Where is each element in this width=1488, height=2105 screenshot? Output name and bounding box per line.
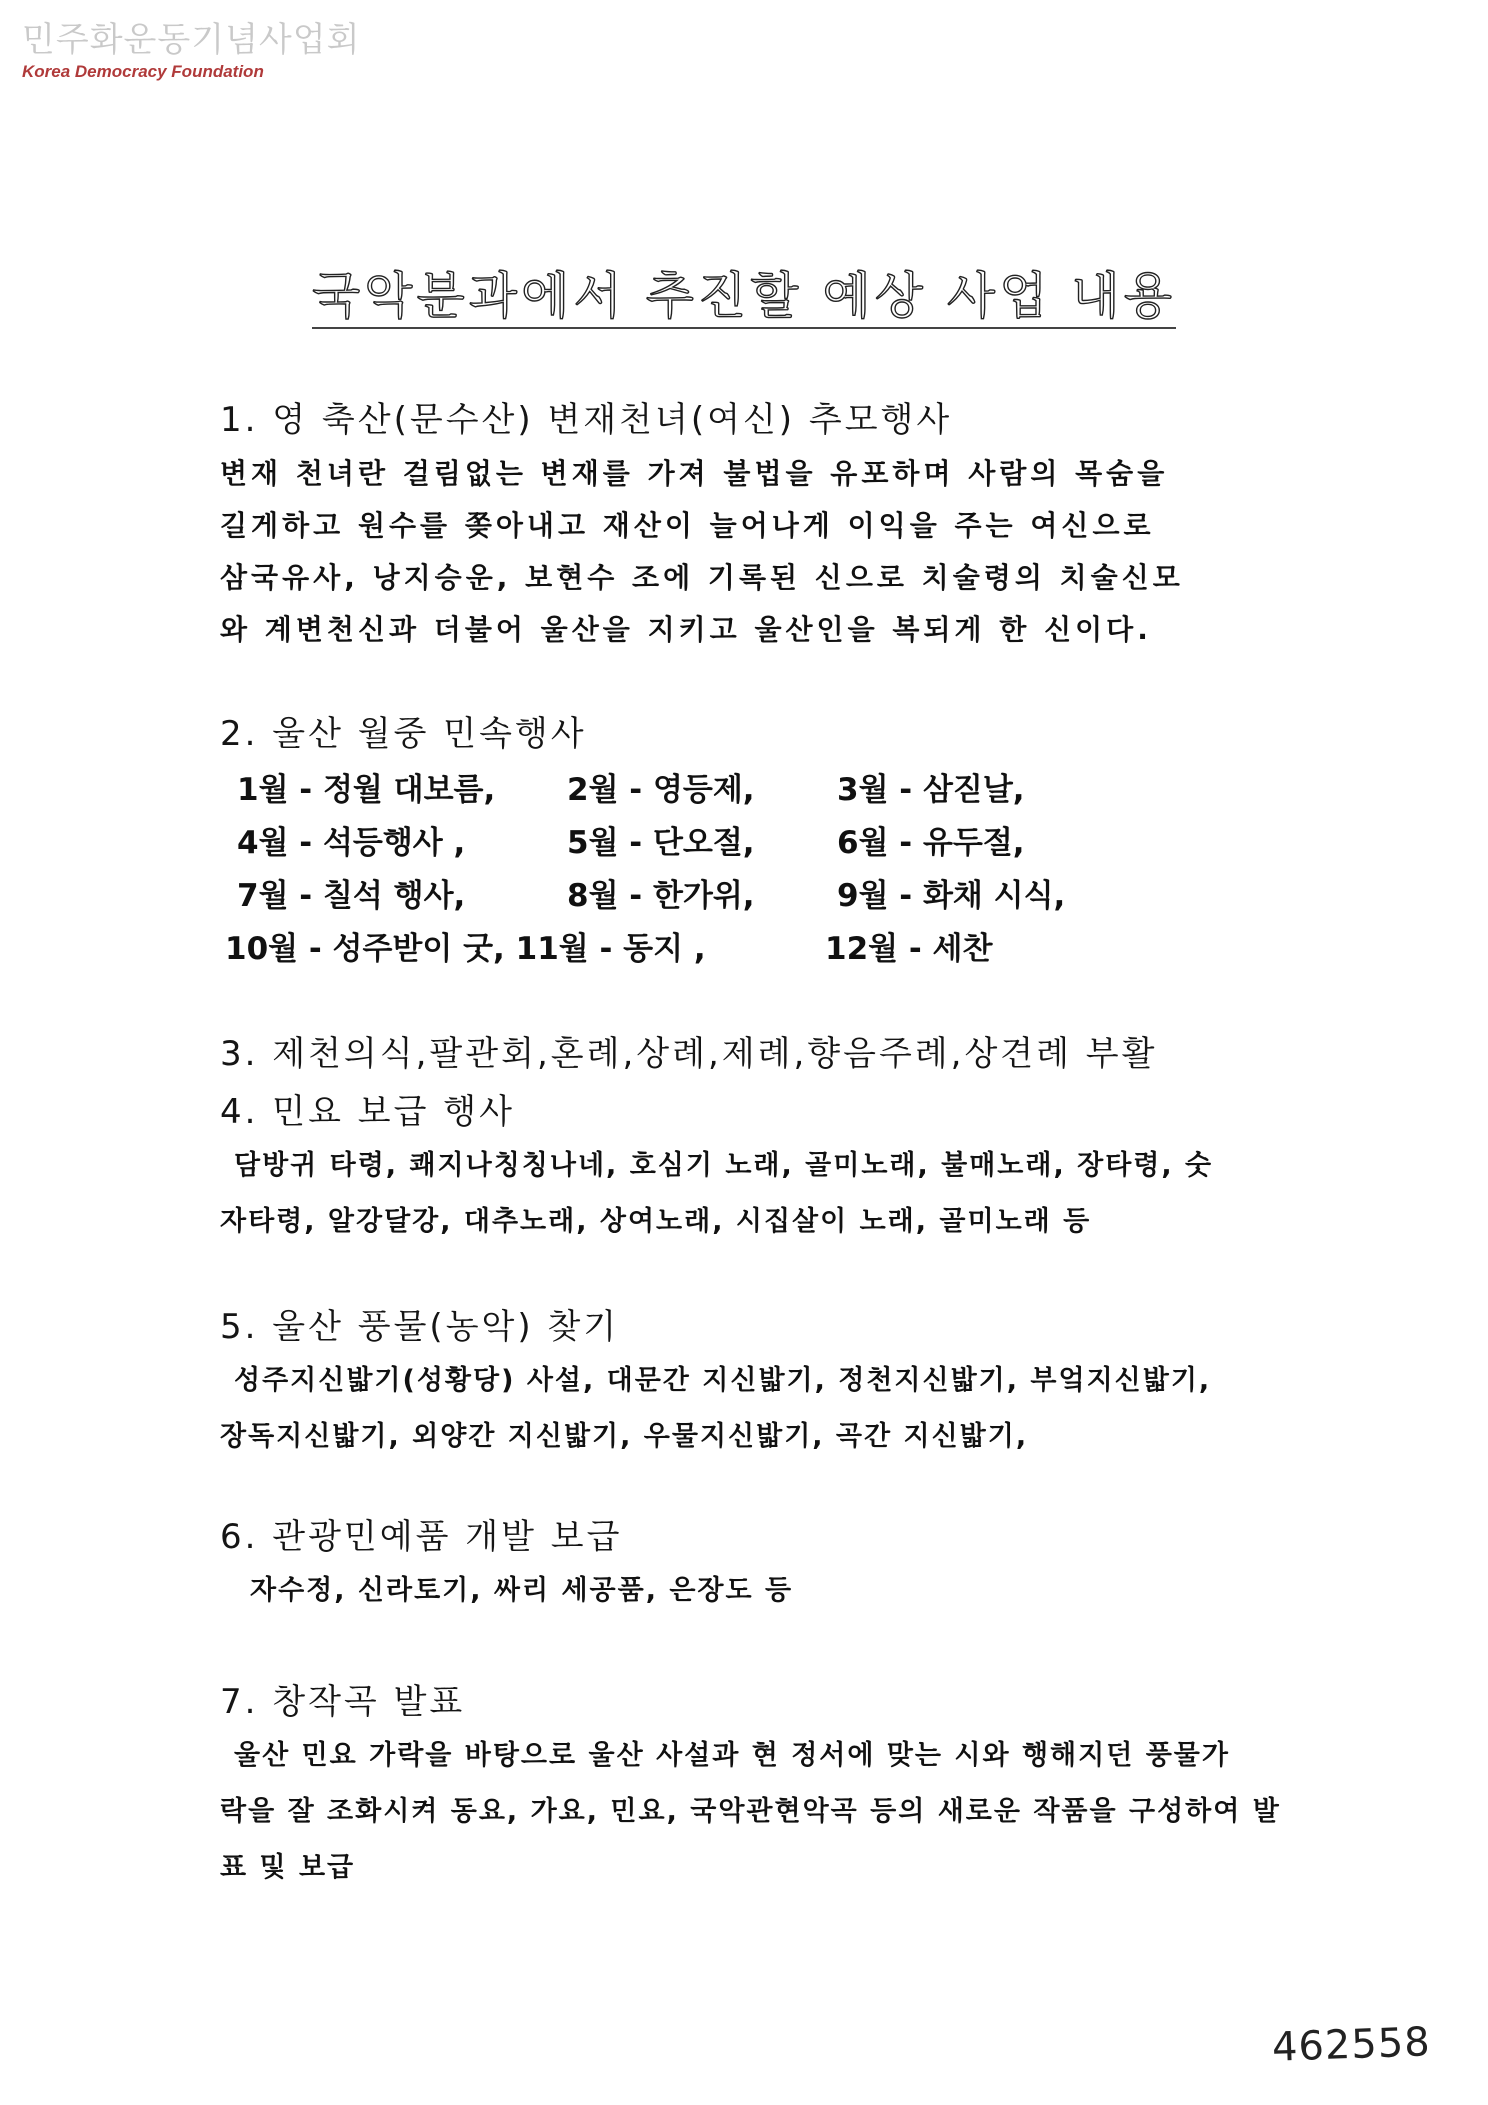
section-line: 자타령, 알강달강, 대추노래, 상여노래, 시집살이 노래, 골미노래 등: [220, 1206, 1092, 1237]
section-line: 자수정, 신라토기, 싸리 세공품, 은장도 등: [250, 1575, 794, 1606]
month-item: 3월 - 삼짇날,: [837, 772, 1025, 808]
month-item: 8월 - 한가위,: [567, 878, 755, 914]
section-7: [220, 1680, 1300, 1896]
month-item: 7월 - 칠석 행사,: [237, 878, 466, 914]
month-row: [225, 866, 1225, 919]
section-4: [220, 1090, 1300, 1250]
section-3: [220, 1032, 1300, 1076]
document-title-text: 국악분과에서 추진할 예상 사업 내용: [312, 267, 1176, 329]
month-row: [225, 813, 1225, 866]
section-2: [220, 712, 1300, 756]
section-line: 담방귀 타령, 쾌지나칭칭나네, 호심기 노래, 골미노래, 불매노래, 장타령, 숫: [234, 1150, 1214, 1181]
month-item: 12월 - 세찬: [825, 931, 993, 967]
month-item: 6월 - 유두절,: [837, 825, 1025, 861]
month-row: [225, 919, 1225, 972]
month-item: 10월 - 성주받이 굿, 11월 - 동지 ,: [225, 931, 706, 967]
section-line: 울산 민요 가락을 바탕으로 울산 사설과 현 정서에 맞는 시와 행해지던 풍물가: [234, 1740, 1230, 1771]
watermark-logo: [22, 20, 360, 82]
section-line: 삼국유사, 낭지승운, 보현수 조에 기록된 신으로 치술령의 치술신모: [220, 561, 1184, 594]
document-title: [0, 256, 1488, 328]
section-line: 와 계변천신과 더불어 울산을 지키고 울산인을 복되게 한 신이다.: [220, 613, 1152, 646]
section-heading: 3. 제천의식,팔관회,혼례,상례,제례,향음주례,상견례 부활: [220, 1034, 1158, 1074]
month-item: 5월 - 단오절,: [567, 825, 755, 861]
watermark-english: Korea Democracy Foundation: [22, 62, 264, 81]
document-number: 462558: [1271, 2019, 1432, 2071]
section-heading: 6. 관광민예품 개발 보급: [220, 1517, 623, 1557]
section-line: 락을 잘 조화시켜 동요, 가요, 민요, 국악관현악곡 등의 새로운 작품을 구성하여 발: [220, 1796, 1281, 1827]
section-heading: 7. 창작곡 발표: [220, 1682, 466, 1722]
section-line: 변재 천녀란 걸림없는 변재를 가져 불법을 유포하며 사람의 목숨을: [220, 457, 1169, 490]
section-heading: 4. 민요 보급 행사: [220, 1092, 515, 1132]
section-1: [220, 398, 1300, 656]
month-item: 2월 - 영등제,: [567, 772, 755, 808]
month-item: 1월 - 정월 대보름,: [237, 772, 496, 808]
section-heading: 5. 울산 풍물(농악) 찾기: [220, 1307, 620, 1347]
section-6: [220, 1515, 1300, 1619]
section-line: 성주지신밟기(성황당) 사설, 대문간 지신밟기, 정천지신밟기, 부엌지신밟기,: [234, 1365, 1212, 1396]
month-item: 4월 - 석등행사 ,: [237, 825, 466, 861]
monthly-events-grid: [225, 760, 1225, 972]
month-row: [225, 760, 1225, 813]
month-item: 9월 - 화채 시식,: [837, 878, 1066, 914]
section-5: [220, 1305, 1300, 1465]
section-line: 장독지신밟기, 외양간 지신밟기, 우물지신밟기, 곡간 지신밟기,: [220, 1421, 1029, 1452]
section-heading: 1. 영 축산(문수산) 변재천녀(여신) 추모행사: [220, 400, 953, 440]
section-heading: 2. 울산 월중 민속행사: [220, 714, 587, 754]
watermark-korean: 민주화운동기념사업회: [22, 20, 361, 60]
section-line: 표 및 보급: [220, 1852, 356, 1883]
section-line: 길게하고 원수를 쫒아내고 재산이 늘어나게 이익을 주는 여신으로: [220, 509, 1155, 542]
